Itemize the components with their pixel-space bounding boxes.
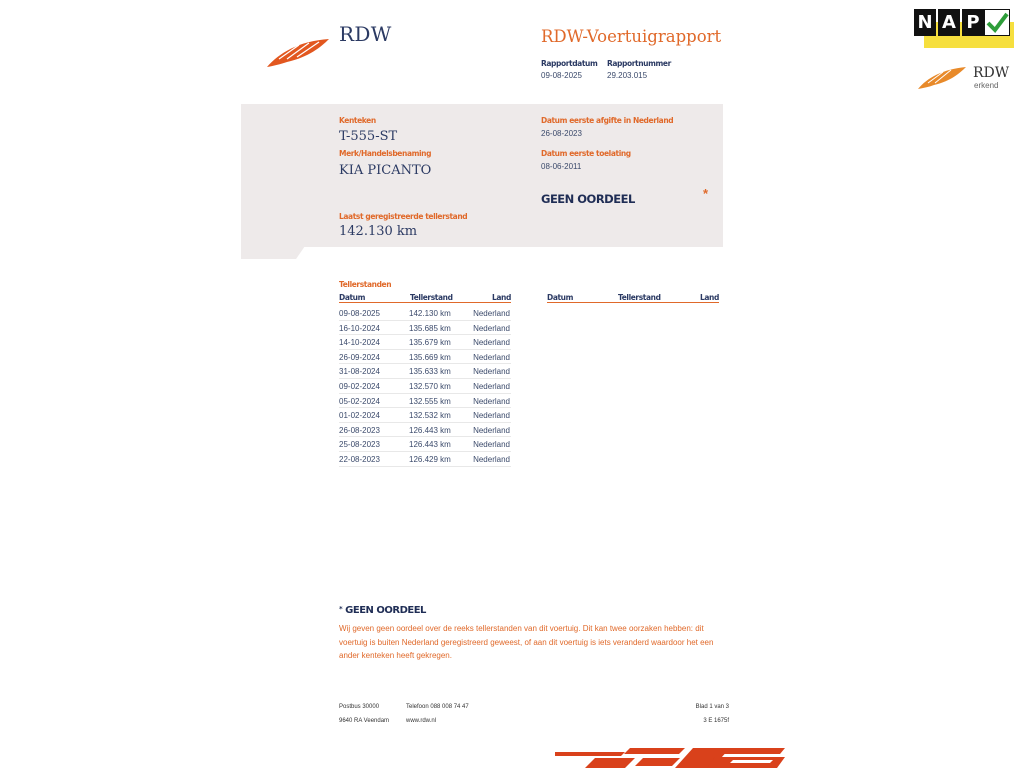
- cell-country: Nederland: [473, 338, 510, 348]
- cell-date: 05-02-2024: [339, 396, 380, 406]
- cell-reading: 132.555 km: [409, 396, 451, 406]
- cell-country: Nederland: [473, 455, 510, 464]
- first-admission-value: 08-06-2011: [541, 162, 582, 171]
- col-header-country: Land: [700, 293, 719, 302]
- footer-postbus: Postbus 30000: [339, 704, 380, 710]
- cell-date: 26-08-2023: [339, 425, 380, 435]
- cell-country: Nederland: [473, 352, 510, 362]
- erkend-sub: erkend: [974, 81, 999, 90]
- vehicle-panel-tail: [241, 246, 305, 259]
- footer-phone: Telefoon 088 008 74 47: [406, 704, 469, 710]
- table-row: [339, 306, 511, 321]
- cell-reading: 126.443 km: [409, 425, 451, 435]
- footer-code: 3 E 1675f: [703, 718, 729, 724]
- first-issue-nl-label: Datum eerste afgifte in Nederland: [541, 116, 674, 125]
- cell-date: 22-08-2023: [339, 455, 380, 464]
- footnote-title-text: GEEN OORDEEL: [345, 605, 426, 616]
- plate-label: Kenteken: [339, 116, 376, 125]
- brand-title: RDW: [339, 22, 392, 46]
- table-row: [339, 350, 511, 365]
- cell-reading: 135.679 km: [409, 338, 451, 348]
- col-header-date: Datum: [339, 293, 366, 302]
- col-header-date: Datum: [547, 293, 574, 302]
- report-title: RDW-Voertuigrapport: [541, 27, 722, 46]
- table-row: [339, 364, 511, 379]
- cell-reading: 135.669 km: [409, 352, 451, 362]
- cell-date: 01-02-2024: [339, 411, 380, 421]
- table-row: [339, 335, 511, 350]
- col-header-country: Land: [492, 293, 511, 302]
- table-row: [339, 437, 511, 452]
- last-reading-value: 142.130 km: [339, 224, 418, 239]
- table-row: [339, 452, 511, 467]
- cell-country: Nederland: [473, 323, 510, 333]
- cell-date: 25-08-2023: [339, 440, 380, 450]
- cell-reading: 126.443 km: [409, 440, 451, 450]
- cell-country: Nederland: [473, 440, 510, 450]
- decorative-stripes-icon: [555, 745, 785, 768]
- checkmark-icon: [984, 9, 1010, 36]
- table-row: [339, 423, 511, 438]
- report-number-label: Rapportnummer: [607, 59, 671, 68]
- footer-page: Blad 1 van 3: [695, 704, 729, 710]
- nap-letter: P: [962, 9, 984, 36]
- cell-reading: 126.429 km: [409, 455, 451, 464]
- cell-reading: 132.532 km: [409, 411, 451, 421]
- header-divider: [339, 302, 511, 303]
- table-row: [339, 379, 511, 394]
- report-number: 29.203.015: [607, 71, 648, 80]
- table-row: [339, 321, 511, 336]
- cell-date: 14-10-2024: [339, 338, 380, 348]
- make-value: KIA PICANTO: [339, 163, 432, 178]
- vehicle-panel: [241, 104, 723, 247]
- cell-date: 09-02-2024: [339, 382, 380, 391]
- header-divider: [547, 302, 719, 303]
- cell-date: 31-08-2024: [339, 367, 380, 377]
- cell-country: Nederland: [473, 367, 510, 377]
- footer-postcode: 9640 RA Veendam: [339, 718, 390, 724]
- cell-date: 09-08-2025: [339, 309, 380, 318]
- cell-country: Nederland: [473, 411, 510, 421]
- feather-icon: [917, 64, 967, 90]
- readings-title: Tellerstanden: [339, 280, 392, 289]
- cell-reading: 135.633 km: [409, 367, 451, 377]
- rdw-feather-logo-icon: [265, 35, 331, 69]
- footer-website: www.rdw.nl: [406, 718, 437, 724]
- cell-country: Nederland: [473, 309, 510, 318]
- verdict-marker: *: [703, 186, 709, 201]
- nap-logo: [914, 9, 1014, 48]
- table-row: [339, 408, 511, 423]
- first-admission-label: Datum eerste toelating: [541, 149, 631, 158]
- cell-reading: 142.130 km: [409, 309, 451, 318]
- cell-date: 26-09-2024: [339, 352, 380, 362]
- cell-reading: 132.570 km: [409, 382, 451, 391]
- cell-country: Nederland: [473, 425, 510, 435]
- footnote-title: [339, 605, 426, 616]
- make-label: Merk/Handelsbenaming: [339, 149, 432, 158]
- cell-country: Nederland: [473, 382, 510, 391]
- first-issue-nl-value: 26-08-2023: [541, 129, 582, 138]
- last-reading-label: Laatst geregistreerde tellerstand: [339, 212, 468, 221]
- report-date-label: Rapportdatum: [541, 59, 598, 68]
- cell-reading: 135.685 km: [409, 323, 451, 333]
- rdw-erkend-logo: [917, 62, 1017, 94]
- erkend-brand: RDW: [973, 65, 1010, 81]
- verdict: GEEN OORDEEL: [541, 192, 635, 206]
- plate-value: T-555-ST: [339, 129, 398, 144]
- footnote-text: Wij geven geen oordeel over de reeks tellerstanden van dit voertuig. Dit kan twee oorzaken hebben: dit voertuig is buiten Nederland geregistreerd geweest, of aan dit voertuig is iets veranderd waardoor het een ander kenteken heeft gekregen.: [339, 624, 714, 660]
- nap-letter: N: [914, 9, 936, 36]
- table-row: [339, 394, 511, 409]
- nap-letter: A: [938, 9, 960, 36]
- col-header-reading: Tellerstand: [410, 293, 453, 302]
- col-header-reading: Tellerstand: [618, 293, 661, 302]
- report-date: 09-08-2025: [541, 71, 582, 80]
- cell-country: Nederland: [473, 396, 510, 406]
- cell-date: 16-10-2024: [339, 323, 380, 333]
- footnote-marker: *: [339, 605, 343, 613]
